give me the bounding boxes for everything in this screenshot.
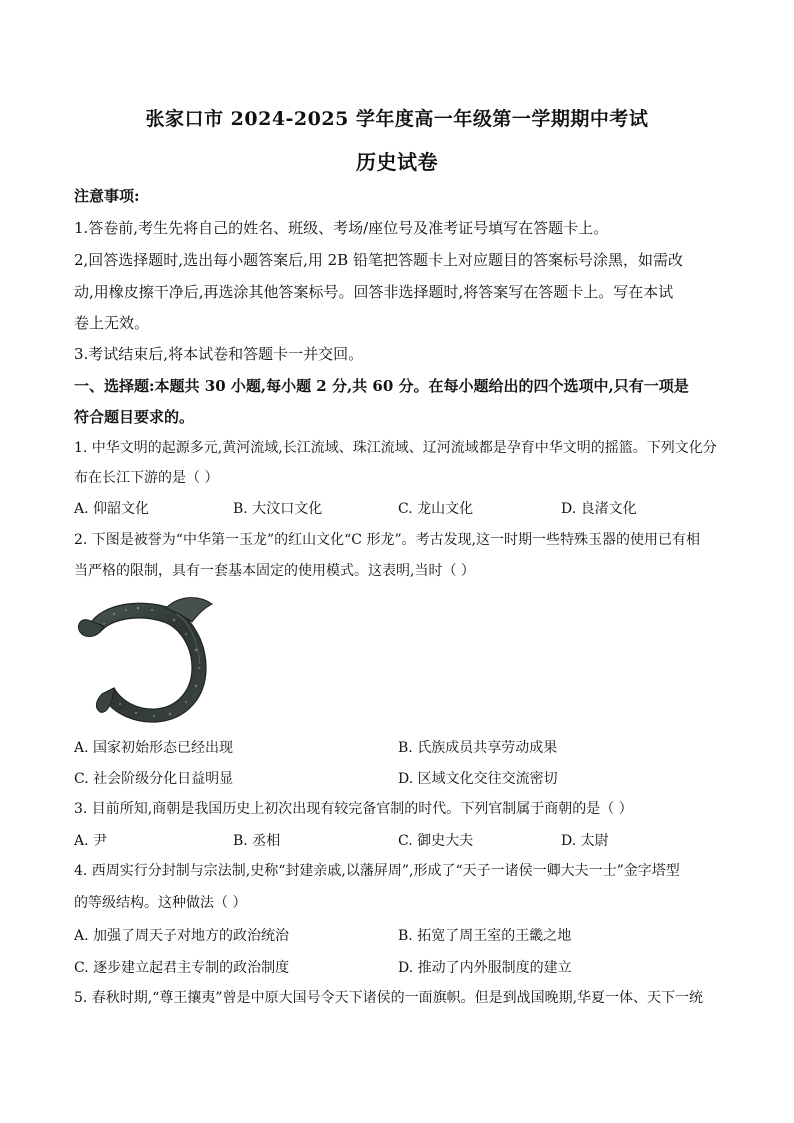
notice-heading: 注意事项: (74, 187, 140, 205)
notice-item-2-line-1: 2,回答选择题时,选出每小题答案后,用 2B 铅笔把答题卡上对应题目的答案标号涂黑，如需改 (74, 251, 683, 269)
notice-item-3: 3.考试结束后,将本试卷和答题卡一并交回。 (74, 345, 364, 363)
question-2-line-1: 2. 下图是被誉为“中华第一玉龙”的红山文化“C 形龙”。考古发现,这一时期一些特殊玉器的使用已有相 (74, 532, 701, 548)
q4-option-c: C. 逐步建立起君主专制的政治制度 (74, 960, 290, 976)
q1-option-c: C. 龙山文化 (398, 501, 474, 517)
q2-option-b: B. 氏族成员共享劳动成果 (398, 740, 558, 756)
question-4-line-2: 的等级结构。这种做法（ ） (74, 895, 247, 911)
q1-option-b: B. 大汶口文化 (233, 501, 323, 517)
q1-option-a: A. 仰韶文化 (74, 501, 150, 517)
question-4-line-1: 4. 西周实行分封制与宗法制,史称“封建亲戚,以藩屏周”,形成了“天子一诸侯一卿大夫一士”金字塔型 (74, 863, 680, 879)
question-3-line-1: 3. 目前所知,商朝是我国历史上初次出现有较完备官制的时代。下列官制属于商朝的是（ ） (74, 801, 633, 817)
q4-option-d: D. 推动了内外服制度的建立 (398, 960, 572, 976)
question-1-line-2: 布在长江下游的是（ ） (74, 470, 219, 486)
q3-option-a: A. 尹 (74, 833, 108, 849)
q4-option-b: B. 拓宽了周王室的王畿之地 (398, 928, 572, 944)
question-1-line-1: 1. 中华文明的起源多元,黄河流域,长江流域、珠江流域、辽河流域都是孕育中华文明的摇篮。下列文化分 (74, 440, 717, 456)
jade-dragon-icon (74, 590, 224, 730)
q2-option-c: C. 社会阶级分化日益明显 (74, 771, 234, 787)
notice-item-2-line-3: 卷上无效。 (74, 314, 150, 332)
page-subtitle: 历史试卷 (356, 150, 438, 174)
page-title: 张家口市 2024-2025 学年度高一年级第一学期期中考试 (145, 108, 649, 130)
question-2-line-2: 当严格的限制，具有一套基本固定的使用模式。这表明,当时（ ） (74, 563, 475, 579)
q4-option-a: A. 加强了周天子对地方的政治统治 (74, 928, 290, 944)
q3-option-b: B. 丞相 (233, 833, 281, 849)
q2-option-d: D. 区域文化交往交流密切 (398, 771, 558, 787)
notice-item-1: 1.答卷前,考生先将自己的姓名、班级、考场/座位号及准考证号填写在答题卡上。 (74, 219, 609, 237)
q3-option-d: D. 太尉 (561, 833, 609, 849)
section-heading-line-1: 一、选择题:本题共 30 小题,每小题 2 分,共 60 分。在每小题给出的四个选项中,只有一项是 (74, 377, 689, 395)
question-5-line-1: 5. 春秋时期,“尊王攘夷”曾是中原大国号令天下诸侯的一面旗帜。但是到战国晚期,华夏一体、天下一统 (74, 990, 704, 1006)
q2-option-a: A. 国家初始形态已经出现 (74, 740, 234, 756)
q1-option-d: D. 良渚文化 (561, 501, 637, 517)
section-heading-line-2: 符合题目要求的。 (74, 408, 195, 426)
notice-item-2-line-2: 动,用橡皮擦干净后,再选涂其他答案标号。回答非选择题时,将答案写在答题卡上。写在本试 (74, 283, 674, 301)
q3-option-c: C. 御史大夫 (398, 833, 474, 849)
